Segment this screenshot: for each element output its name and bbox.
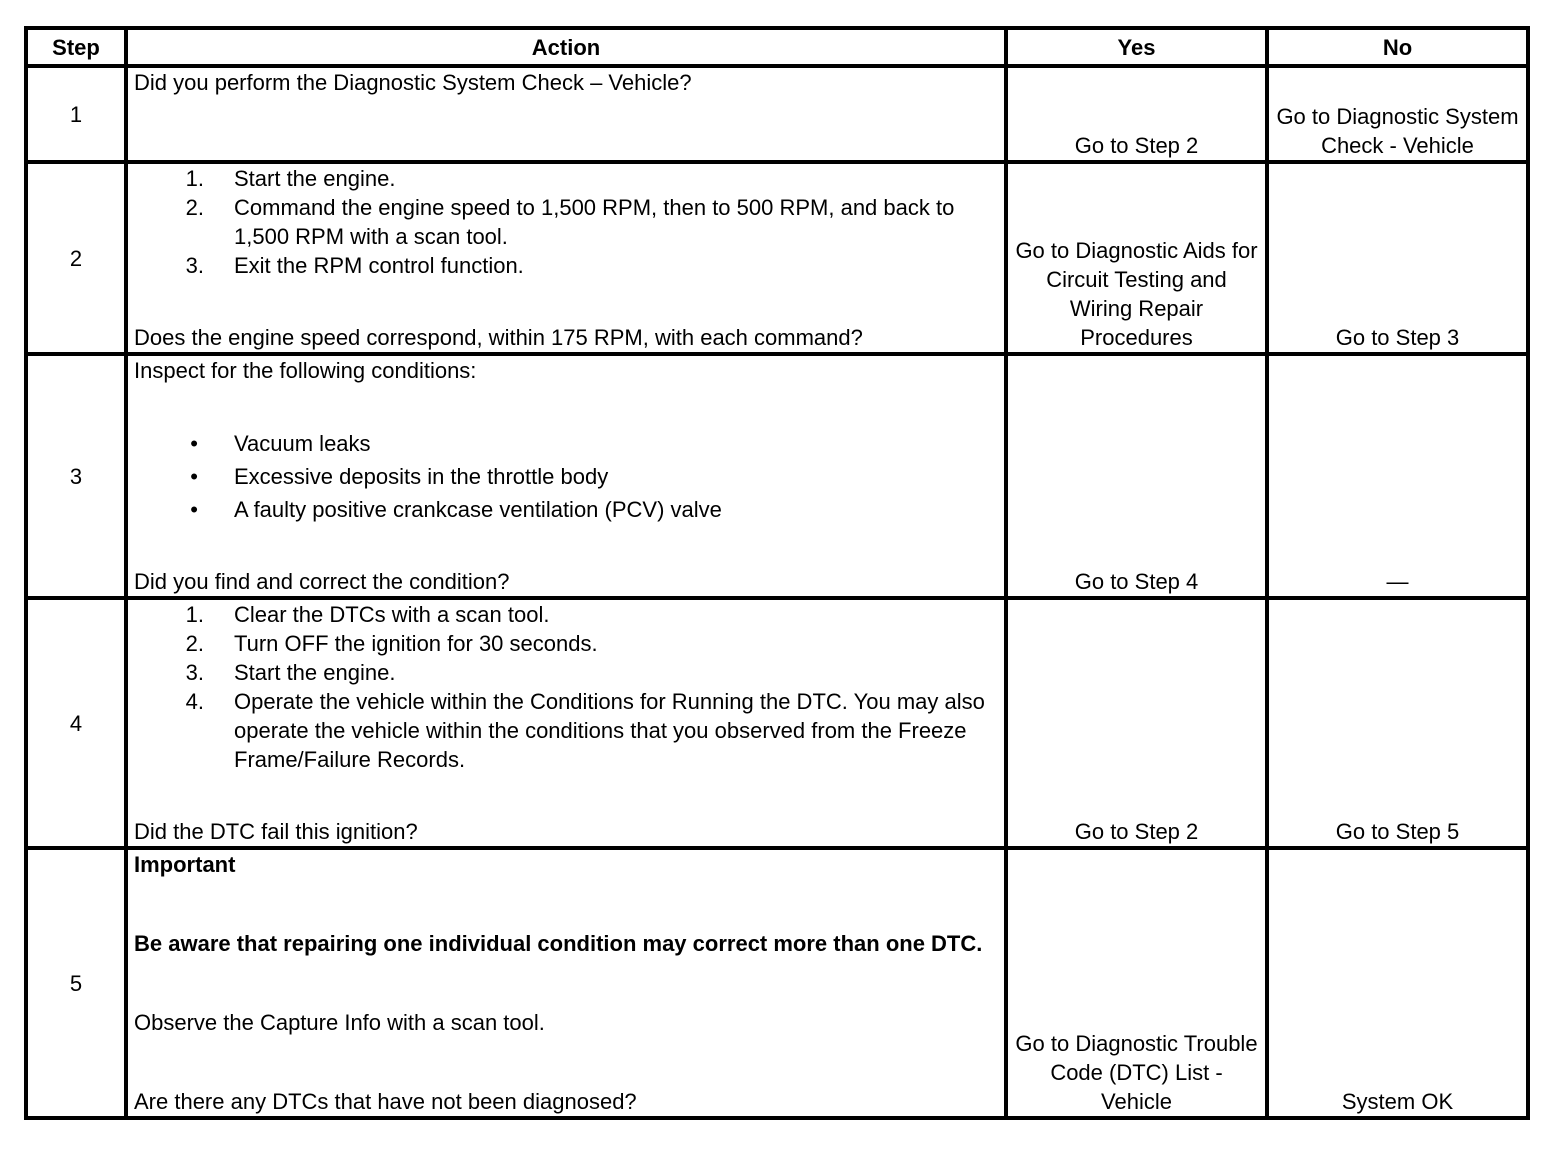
list-item	[134, 658, 998, 687]
numbered-list	[134, 164, 998, 280]
action-cell	[126, 598, 1006, 848]
yes-cell: Go to Step 4	[1006, 354, 1267, 598]
bullet-icon: •	[190, 463, 198, 489]
header-step: Step	[26, 28, 126, 66]
diagnostic-table	[24, 26, 1530, 1120]
no-cell: System OK	[1267, 848, 1528, 1118]
action-cell	[126, 66, 1006, 162]
list-item	[134, 193, 998, 251]
yes-cell: Go to Step 2	[1006, 598, 1267, 848]
no-cell: Go to Step 3	[1267, 162, 1528, 354]
header-action: Action	[126, 28, 1006, 66]
list-item-text: Command the engine speed to 1,500 RPM, then to 500 RPM, and back to 1,500 RPM with a scan tool.	[234, 195, 955, 249]
table-row	[26, 354, 1528, 598]
bullet-icon: •	[190, 430, 198, 456]
list-item-text: Clear the DTCs with a scan tool.	[234, 602, 550, 627]
list-item	[134, 629, 998, 658]
yes-cell: Go to Diagnostic Trouble Code (DTC) List - Vehicle	[1006, 848, 1267, 1118]
no-cell: Go to Step 5	[1267, 598, 1528, 848]
list-item	[134, 251, 998, 280]
no-cell: —	[1267, 354, 1528, 598]
list-item-text: Start the engine.	[234, 166, 396, 191]
action-question: Did you find and correct the condition?	[134, 569, 510, 594]
list-number: 1.	[185, 166, 204, 191]
yes-cell: Go to Step 2	[1006, 66, 1267, 162]
list-item	[134, 460, 998, 493]
bullet-list	[134, 427, 998, 526]
table-row	[26, 162, 1528, 354]
list-item	[134, 164, 998, 193]
list-item-text: Exit the RPM control function.	[234, 253, 524, 278]
list-number: 3.	[185, 253, 204, 278]
action-question: Did you perform the Diagnostic System Check – Vehicle?	[134, 70, 692, 95]
step-number: 1	[26, 66, 126, 162]
action-question: Does the engine speed correspond, within 175 RPM, with each command?	[134, 325, 863, 350]
step-number: 5	[26, 848, 126, 1118]
step-number: 4	[26, 598, 126, 848]
list-item-text: Vacuum leaks	[234, 430, 371, 456]
list-number: 2.	[185, 195, 204, 220]
list-item-text: Excessive deposits in the throttle body	[234, 463, 609, 489]
yes-cell: Go to Diagnostic Aids for Circuit Testing and Wiring Repair Procedures	[1006, 162, 1267, 354]
no-cell: Go to Diagnostic System Check - Vehicle	[1267, 66, 1528, 162]
list-item	[134, 600, 998, 629]
action-intro: Inspect for the following conditions:	[134, 358, 477, 383]
action-question: Did the DTC fail this ignition?	[134, 819, 418, 844]
bullet-icon: •	[190, 496, 198, 522]
table-row	[26, 848, 1528, 1118]
table-row	[26, 598, 1528, 848]
numbered-list	[134, 600, 998, 774]
list-item-text: Operate the vehicle within the Conditions for Running the DTC. You may also operate the vehicle within the conditions that you observed from the Freeze Frame/Failure Records.	[234, 689, 985, 772]
list-item	[134, 427, 998, 460]
step-number: 3	[26, 354, 126, 598]
list-number: 1.	[185, 602, 204, 627]
action-cell	[126, 354, 1006, 598]
list-number: 4.	[185, 689, 204, 714]
step-number: 2	[26, 162, 126, 354]
header-row	[26, 28, 1528, 66]
list-number: 2.	[185, 631, 204, 656]
list-item	[134, 493, 998, 526]
table-row	[26, 66, 1528, 162]
list-item-text: Turn OFF the ignition for 30 seconds.	[234, 631, 598, 656]
action-cell	[126, 848, 1006, 1118]
important-heading: Important	[134, 852, 236, 877]
action-question: Are there any DTCs that have not been diagnosed?	[134, 1089, 637, 1114]
list-number: 3.	[185, 660, 204, 685]
list-item-text: Start the engine.	[234, 660, 396, 685]
header-yes: Yes	[1006, 28, 1267, 66]
list-item-text: A faulty positive crankcase ventilation (PCV) valve	[234, 496, 722, 522]
action-instruction: Observe the Capture Info with a scan tool.	[134, 1010, 545, 1035]
list-item	[134, 687, 998, 774]
header-no: No	[1267, 28, 1528, 66]
action-cell	[126, 162, 1006, 354]
important-warning: Be aware that repairing one individual condition may correct more than one DTC.	[134, 931, 983, 956]
